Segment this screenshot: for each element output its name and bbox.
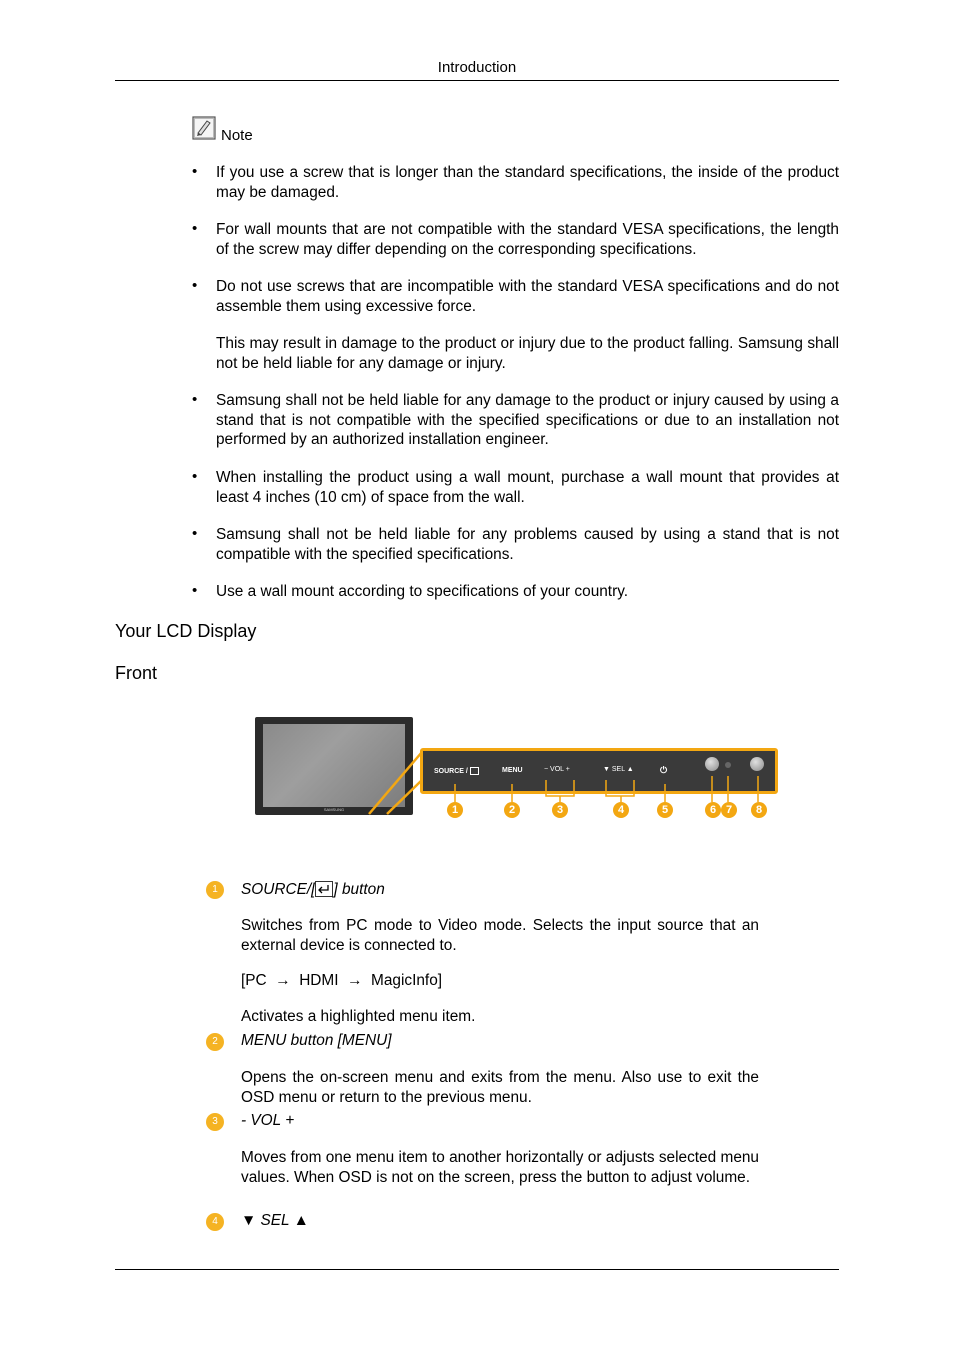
item-number-badge: 4 — [206, 1213, 224, 1231]
bullet-marker: • — [192, 468, 198, 485]
enter-icon — [315, 881, 333, 897]
note-bullet-7: Use a wall mount according to specifications of your country. — [216, 583, 629, 600]
item-1-title: SOURCE/[ ] button — [241, 881, 385, 898]
panel-speaker-knob — [750, 757, 764, 771]
note-label: Note — [221, 127, 253, 144]
note-bullet-5: When installing the product using a wall mount, purchase a wall mount that provides at least 4 inches (10 cm) of space from the wall. — [216, 469, 839, 506]
note-bullet-2: For wall mounts that are not compatible with the standard VESA specifications, the length of the screw may differ depending on the corresponding specifications. — [216, 221, 839, 258]
monitor-brand: SAMSUNG — [323, 807, 345, 812]
panel-vol-label: − VOL + — [544, 766, 570, 773]
callout-number: 5 — [657, 802, 673, 818]
item-2-title: MENU button [MENU] — [241, 1032, 392, 1049]
panel-sensor-knob — [705, 757, 719, 771]
bullet-marker: • — [192, 220, 198, 237]
item-3-title: - VOL + — [241, 1112, 295, 1129]
item-2-description: Opens the on-screen menu and exits from the menu. Also use to exit the OSD menu or return to the previous menu. — [241, 1069, 759, 1106]
item-1-extra: Activates a highlighted menu item. — [241, 1008, 476, 1025]
section-heading-lcd: Your LCD Display — [115, 621, 257, 641]
item-4-title: ▼ SEL ▲ — [241, 1212, 309, 1229]
callout-number: 6 — [705, 802, 721, 818]
note-bullet-1: If you use a screw that is longer than the standard specifications, the inside of the product may be damaged. — [216, 164, 839, 201]
item-number-badge: 3 — [206, 1113, 224, 1131]
panel-sel-label: ▼ SEL ▲ — [603, 766, 634, 773]
note-bullet-3: Do not use screws that are incompatible with the standard VESA specifications and do not assemble them using excessive force. — [216, 278, 839, 315]
callout-number: 7 — [721, 802, 737, 818]
bullet-marker: • — [192, 163, 198, 180]
panel-menu-label: MENU — [502, 767, 523, 774]
callout-brackets — [440, 776, 770, 806]
page-header-title: Introduction — [437, 59, 517, 76]
panel-power-led — [725, 762, 731, 768]
panel-source-label: SOURCE / — [434, 767, 479, 775]
item-3-description: Moves from one menu item to another horizontally or adjusts selected menu values. When OSD is not on the screen, press the button to adjust volume. — [241, 1149, 759, 1186]
item-1-sequence: [PC → HDMI → MagicInfo] — [241, 972, 443, 989]
bullet-marker: • — [192, 277, 198, 294]
callout-lines — [365, 750, 425, 816]
callout-number: 2 — [504, 802, 520, 818]
callout-number: 8 — [751, 802, 767, 818]
panel-power-icon: ⏻ — [660, 765, 668, 775]
header-rule — [115, 80, 839, 81]
note-bullet-6: Samsung shall not be held liable for any problems caused by using a stand that is not compatible with the specified specifications. — [216, 526, 839, 563]
callout-number: 4 — [613, 802, 629, 818]
callout-number: 3 — [552, 802, 568, 818]
note-icon — [192, 116, 216, 140]
footer-rule — [115, 1269, 839, 1270]
item-number-badge: 2 — [206, 1033, 224, 1051]
note-bullet-3-continued: This may result in damage to the product or injury due to the product falling. Samsung shall not be held liable for any damage or injury. — [216, 335, 839, 372]
item-1-description: Switches from PC mode to Video mode. Selects the input source that an external device is connected to. — [241, 917, 759, 954]
callout-number: 1 — [447, 802, 463, 818]
item-number-badge: 1 — [206, 881, 224, 899]
bullet-marker: • — [192, 391, 198, 408]
bullet-marker: • — [192, 525, 198, 542]
section-heading-front: Front — [115, 663, 158, 683]
bullet-marker: • — [192, 582, 198, 599]
note-bullet-4: Samsung shall not be held liable for any damage to the product or injury caused by using a stand that is not compatible with the specified specifications or due to an installation not performed by an authorized installation engineer. — [216, 392, 839, 448]
